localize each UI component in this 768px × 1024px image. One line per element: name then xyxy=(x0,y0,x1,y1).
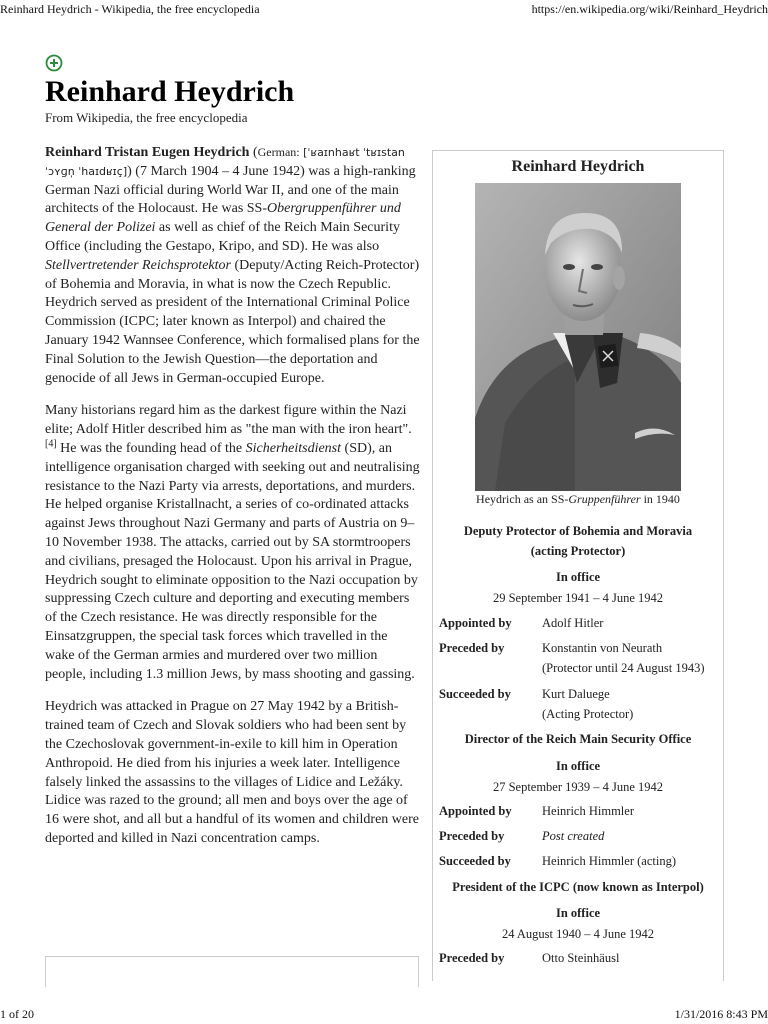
in-office-label: In office xyxy=(555,906,601,920)
section-heading-icpc[interactable]: President of the ICPC (now known as Interpol) xyxy=(452,880,704,894)
section-heading-rsha[interactable]: Director of the Reich Main Security Office xyxy=(464,732,692,746)
article-paragraph-2: Many historians regard him as the darkest figure within the Nazi elite; Adolf Hitler described him as "the man with the iron heart".[4] He was the founding head of the Sicherheitsdienst (SD), an intelligence organisation charged with seeking out and neutralising resistance to the Nazi Party via arrests, deportations, and murders. He helped organise Kristallnacht, a series of co-ordinated attacks against Jews throughout Nazi Germany and parts of Austria on 9–10 November 1938. The attacks, carried out by SA stormtroopers and civilians, presaged the Holocaust. Upon his arrival in Prague, Heydrich sought to eliminate opposition to the Nazi occupation by suppressing Czech culture and deporting and executing members of the Czech resistance. He was directly responsible for the Einsatzgruppen, the special task forces which travelled in the wake of the German armies and murdered over two million people, including 1.3 million Jews, by mass shooting and gassing. xyxy=(45,403,420,682)
preceded-by-value[interactable]: Otto Steinhäusl xyxy=(542,951,620,965)
succeeded-by-label: Succeeded by xyxy=(439,687,511,701)
infobox xyxy=(432,150,724,981)
language-label[interactable]: German: xyxy=(257,145,300,159)
in-office-label: In office xyxy=(555,570,601,584)
appointed-by-label: Appointed by xyxy=(439,616,512,630)
succeeded-by-value[interactable]: Kurt Daluege xyxy=(542,687,610,701)
sd-term[interactable]: Sicherheitsdienst xyxy=(245,440,342,456)
succeeded-by-note: (Acting Protector) xyxy=(542,707,634,721)
in-office-label: In office xyxy=(555,759,601,773)
appointed-by-value[interactable]: Heinrich Himmler xyxy=(542,804,634,818)
portrait-caption: Heydrich as an SS-Gruppenführer in 1940 xyxy=(476,492,680,506)
preceded-by-label: Preceded by xyxy=(439,829,505,843)
ipa-pronunciation[interactable]: [ˈʁaɪnhaʁt ˈtʁɪstan ˈɔʏɡn̩ ˈhaɪdʁɪç] xyxy=(45,146,405,178)
article-paragraph-3: Heydrich was attacked in Prague on 27 May 1942 by a British-trained team of Czech and Slovak soldiers who had been sent by the Czechoslovak government-in-exile to kill him in Operation Anthropoid. He died from his injuries a week later. Intelligence falsely linked the assassins to the villages of Lidice and Ležáky. Lidice was razed to the ground; all men and boys over the age of 16 were shot, and all but a handful of its women and children were deported and killed in Nazi concentration camps. xyxy=(45,699,420,846)
portrait-image[interactable] xyxy=(475,183,681,491)
print-header xyxy=(0,0,768,18)
page-tagline: From Wikipedia, the free encyclopedia xyxy=(45,110,248,125)
page-title: Reinhard Heydrich xyxy=(45,75,295,108)
reference-link[interactable]: [4] xyxy=(45,438,57,450)
succeeded-by-value[interactable]: Heinrich Himmler (acting) xyxy=(542,854,676,868)
appointed-by-value[interactable]: Adolf Hitler xyxy=(542,616,604,630)
preceded-by-label: Preceded by xyxy=(439,641,505,655)
portrait-photo xyxy=(475,183,681,491)
preceded-by-value: Post created xyxy=(542,829,605,843)
print-header-title: Reinhard Heydrich - Wikipedia, the free encyclopedia xyxy=(0,2,260,16)
print-timestamp: 1/31/2016 8:43 PM xyxy=(674,1007,768,1021)
article-paragraph-1: Reinhard Tristan Eugen Heydrich (German: [ˈʁaɪnhaʁt ˈtʁɪstan ˈɔʏɡn̩ ˈhaɪdʁɪç]) (7 March 1904 – 4 June 1942) was a high-ranking German Nazi official during World War II, and one of the main architects of the Holocaust. He was SS-Obergruppenführer und General der Polizei as well as chief of the Reich Main Security Office (including the Gestapo, Kripo, and SD). He was also Stellvertretender Reichsprotektor (Deputy/Acting Reich-Protector) of Bohemia and Moravia, in what is now the Czech Republic. Heydrich served as president of the International Criminal Police Commission (ICPC; later known as Interpol) and chaired the January 1942 Wannsee Conference, which formalised plans for the Final Solution to the Jewish Question—the deportation and genocide of all Jews in German-occupied Europe. xyxy=(45,145,420,386)
preceded-by-value[interactable]: Konstantin von Neurath xyxy=(542,641,663,655)
office-dates: 27 September 1939 – 4 June 1942 xyxy=(492,780,664,794)
subject-name: Reinhard Tristan Eugen Heydrich xyxy=(45,145,250,160)
succeeded-by-label: Succeeded by xyxy=(439,854,511,868)
office-dates: 29 September 1941 – 4 June 1942 xyxy=(492,591,664,605)
page-count: 1 of 20 xyxy=(0,1007,34,1021)
article-body xyxy=(45,143,420,863)
print-footer xyxy=(0,1006,768,1024)
expand-plus-icon[interactable] xyxy=(45,54,63,72)
section-heading-deputy-protector[interactable]: Deputy Protector of Bohemia and Moravia (acting Protector) xyxy=(463,524,693,558)
preceded-by-label: Preceded by xyxy=(439,951,505,965)
office-title[interactable]: Stellvertretender Reichsprotektor xyxy=(45,257,231,273)
contents-box xyxy=(45,956,419,987)
appointed-by-label: Appointed by xyxy=(439,804,512,818)
rank-title[interactable]: Obergruppenführer und General der Polizei xyxy=(45,201,401,236)
print-header-url: https://en.wikipedia.org/wiki/Reinhard_Heydrich xyxy=(531,2,768,16)
preceded-by-note: (Protector until 24 August 1943) xyxy=(542,661,705,675)
office-dates: 24 August 1940 – 4 June 1942 xyxy=(501,927,655,941)
infobox-title: Reinhard Heydrich xyxy=(511,158,645,175)
